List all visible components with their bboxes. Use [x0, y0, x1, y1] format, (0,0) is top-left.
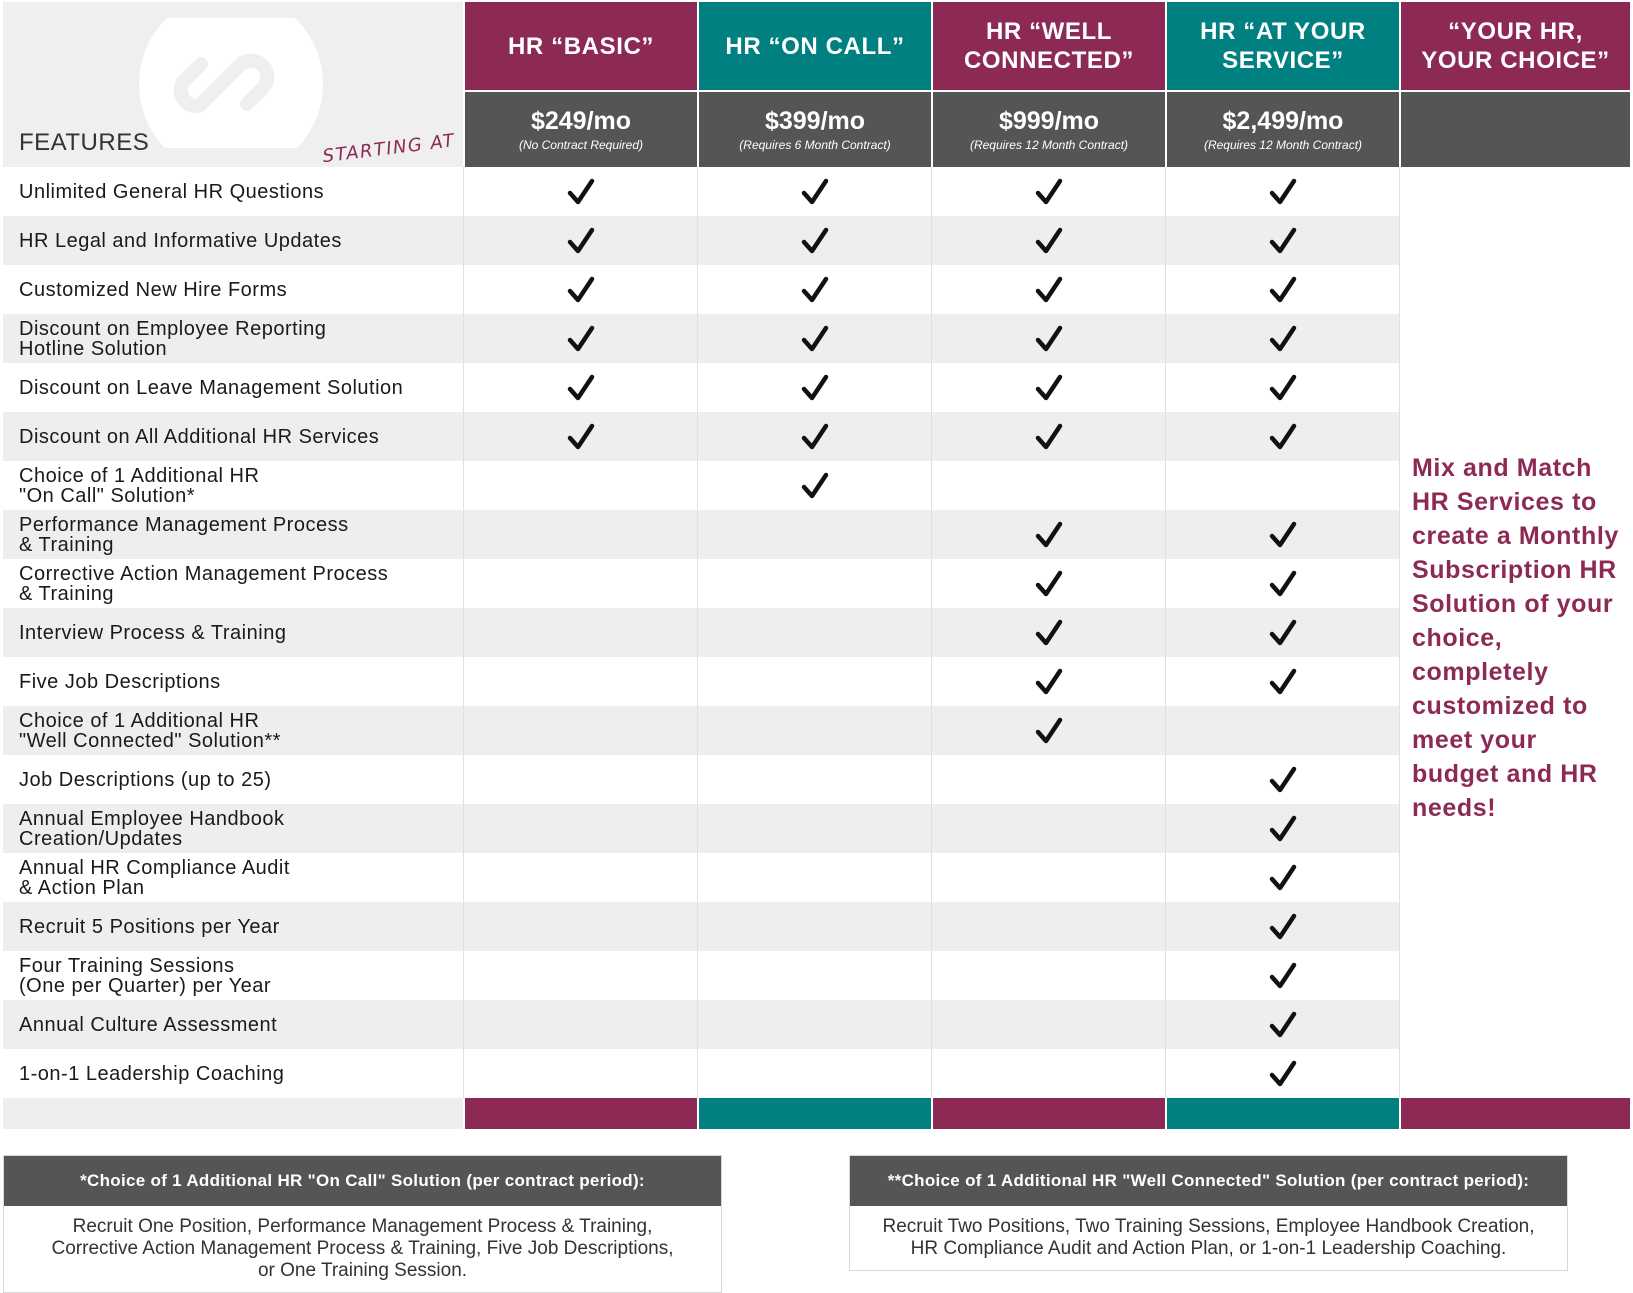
checkmark-icon	[1035, 521, 1063, 549]
plan-price: $249/mo	[530, 107, 632, 135]
checkmark-icon	[1269, 619, 1297, 647]
feature-check-cell	[931, 706, 1165, 755]
footer-bar	[931, 1098, 1165, 1129]
feature-check-cell	[1165, 167, 1399, 216]
feature-check-cell	[697, 265, 931, 314]
checkmark-icon	[567, 325, 595, 353]
feature-check-cell	[697, 461, 931, 510]
feature-label: Annual Employee Handbook Creation/Updates	[3, 804, 463, 853]
feature-check-cell	[1165, 902, 1399, 951]
feature-check-cell	[1165, 1000, 1399, 1049]
feature-check-cell	[463, 412, 697, 461]
feature-check-cell	[931, 951, 1165, 1000]
feature-check-cell	[1165, 706, 1399, 755]
feature-label: Unlimited General HR Questions	[3, 167, 463, 216]
features-header-cell	[3, 2, 463, 167]
feature-check-cell	[931, 363, 1165, 412]
footnote-title: *Choice of 1 Additional HR "On Call" Solution (per contract period):	[4, 1156, 721, 1206]
feature-check-cell	[463, 510, 697, 559]
checkmark-icon	[801, 423, 829, 451]
feature-check-cell	[697, 314, 931, 363]
checkmark-icon	[1269, 276, 1297, 304]
feature-check-cell	[931, 461, 1165, 510]
feature-check-cell	[697, 951, 931, 1000]
feature-label: Job Descriptions (up to 25)	[3, 755, 463, 804]
feature-check-cell	[463, 265, 697, 314]
your-choice-cell	[1399, 167, 1630, 1098]
feature-check-cell	[931, 314, 1165, 363]
checkmark-icon	[1035, 717, 1063, 745]
plan-price: $399/mo	[764, 107, 866, 135]
feature-check-cell	[1165, 216, 1399, 265]
checkmark-icon	[1269, 815, 1297, 843]
checkmark-icon	[801, 472, 829, 500]
checkmark-icon	[1269, 864, 1297, 892]
feature-check-cell	[463, 559, 697, 608]
your-choice-description: Mix and Match HR Services to create a Monthly Subscription HR Solution of your choice, completely customized to meet your budget and HR needs!	[1412, 453, 1619, 822]
checkmark-icon	[1035, 619, 1063, 647]
feature-check-cell	[697, 510, 931, 559]
well-connected-footnote	[849, 1155, 1568, 1271]
feature-check-cell	[931, 1049, 1165, 1098]
plan-price: $2,499/mo	[1222, 107, 1344, 135]
footer-bar	[463, 1098, 697, 1129]
checkmark-icon	[567, 374, 595, 402]
feature-check-cell	[931, 412, 1165, 461]
feature-check-cell	[463, 853, 697, 902]
plan-price-cell	[1165, 90, 1399, 167]
checkmark-icon	[1035, 570, 1063, 598]
checkmark-icon	[1035, 668, 1063, 696]
starting-at-label: STARTING AT	[321, 130, 457, 167]
feature-label: Choice of 1 Additional HR "Well Connected" Solution**	[3, 706, 463, 755]
on-call-footnote	[3, 1155, 722, 1293]
checkmark-icon	[567, 423, 595, 451]
checkmark-icon	[1035, 423, 1063, 451]
feature-check-cell	[1165, 412, 1399, 461]
checkmark-icon	[801, 227, 829, 255]
checkmark-icon	[1269, 668, 1297, 696]
feature-check-cell	[697, 902, 931, 951]
feature-check-cell	[931, 1000, 1165, 1049]
feature-check-cell	[463, 216, 697, 265]
feature-check-cell	[1165, 657, 1399, 706]
plan-price-cell	[931, 90, 1165, 167]
pricing-table	[3, 2, 1630, 1126]
feature-check-cell	[697, 1049, 931, 1098]
checkmark-icon	[801, 325, 829, 353]
feature-check-cell	[463, 314, 697, 363]
feature-label: Annual HR Compliance Audit & Action Plan	[3, 853, 463, 902]
feature-check-cell	[1165, 461, 1399, 510]
plan-price-cell	[1399, 90, 1630, 167]
feature-check-cell	[1165, 755, 1399, 804]
plan-name-header: HR “WELL CONNECTED”	[931, 2, 1165, 90]
feature-check-cell	[463, 461, 697, 510]
checkmark-icon	[1269, 227, 1297, 255]
checkmark-icon	[1269, 325, 1297, 353]
plan-contract-note: (Requires 12 Month Contract)	[969, 138, 1129, 152]
feature-check-cell	[931, 755, 1165, 804]
plan-contract-note: (No Contract Required)	[518, 138, 644, 152]
feature-label: Performance Management Process & Training	[3, 510, 463, 559]
feature-label: Recruit 5 Positions per Year	[3, 902, 463, 951]
feature-label: Interview Process & Training	[3, 608, 463, 657]
feature-check-cell	[697, 608, 931, 657]
checkmark-icon	[567, 178, 595, 206]
checkmark-icon	[1269, 962, 1297, 990]
feature-check-cell	[697, 216, 931, 265]
feature-check-cell	[931, 657, 1165, 706]
checkmark-icon	[1269, 913, 1297, 941]
feature-label: Four Training Sessions (One per Quarter) per Year	[3, 951, 463, 1000]
footer-bar	[1165, 1098, 1399, 1129]
feature-check-cell	[463, 1000, 697, 1049]
plan-price-cell	[697, 90, 931, 167]
feature-label: Discount on Employee Reporting Hotline Solution	[3, 314, 463, 363]
footnote-body: Recruit One Position, Performance Management Process & Training, Corrective Action Management Process & Training, Five Job Descriptions, or One Training Session.	[51, 1216, 674, 1281]
feature-check-cell	[463, 706, 697, 755]
feature-check-cell	[931, 216, 1165, 265]
feature-check-cell	[1165, 265, 1399, 314]
feature-label: Annual Culture Assessment	[3, 1000, 463, 1049]
plan-price-cell	[463, 90, 697, 167]
checkmark-icon	[1035, 227, 1063, 255]
footnote-title: **Choice of 1 Additional HR "Well Connected" Solution (per contract period):	[850, 1156, 1567, 1206]
plan-contract-note: (Requires 6 Month Contract)	[739, 138, 891, 152]
feature-label: Customized New Hire Forms	[3, 265, 463, 314]
plan-name-header: HR “ON CALL”	[697, 2, 931, 90]
feature-check-cell	[463, 951, 697, 1000]
feature-check-cell	[1165, 510, 1399, 559]
feature-label: HR Legal and Informative Updates	[3, 216, 463, 265]
plan-name-header: HR “AT YOUR SERVICE”	[1165, 2, 1399, 90]
feature-check-cell	[931, 853, 1165, 902]
feature-check-cell	[1165, 804, 1399, 853]
checkmark-icon	[567, 276, 595, 304]
feature-check-cell	[1165, 1049, 1399, 1098]
checkmark-icon	[1269, 178, 1297, 206]
checkmark-icon	[801, 276, 829, 304]
footer-bar	[3, 1098, 463, 1129]
checkmark-icon	[1035, 276, 1063, 304]
footer-bar	[697, 1098, 931, 1129]
plan-name-header: “YOUR HR, YOUR CHOICE”	[1399, 2, 1630, 90]
checkmark-icon	[1269, 1060, 1297, 1088]
checkmark-icon	[1035, 178, 1063, 206]
checkmark-icon	[1035, 374, 1063, 402]
checkmark-icon	[1269, 1011, 1297, 1039]
feature-check-cell	[931, 510, 1165, 559]
feature-check-cell	[931, 265, 1165, 314]
checkmark-icon	[1269, 374, 1297, 402]
checkmark-icon	[567, 227, 595, 255]
feature-label: Five Job Descriptions	[3, 657, 463, 706]
checkmark-icon	[801, 178, 829, 206]
feature-check-cell	[463, 167, 697, 216]
feature-check-cell	[697, 363, 931, 412]
checkmark-icon	[801, 374, 829, 402]
feature-check-cell	[463, 902, 697, 951]
feature-check-cell	[697, 755, 931, 804]
feature-check-cell	[463, 755, 697, 804]
plan-name-header: HR “BASIC”	[463, 2, 697, 90]
feature-check-cell	[1165, 608, 1399, 657]
footnote-body: Recruit Two Positions, Two Training Sessions, Employee Handbook Creation, HR Compliance Audit and Action Plan, or 1-on-1 Leadership Coaching.	[882, 1216, 1535, 1259]
checkmark-icon	[1269, 521, 1297, 549]
feature-check-cell	[697, 853, 931, 902]
feature-check-cell	[463, 363, 697, 412]
brand-logo-icon	[139, 18, 325, 148]
feature-label: Corrective Action Management Process & Training	[3, 559, 463, 608]
feature-check-cell	[697, 1000, 931, 1049]
feature-check-cell	[931, 608, 1165, 657]
feature-check-cell	[1165, 559, 1399, 608]
plan-contract-note: (Requires 12 Month Contract)	[1203, 138, 1363, 152]
feature-check-cell	[1165, 853, 1399, 902]
feature-check-cell	[463, 657, 697, 706]
feature-check-cell	[463, 608, 697, 657]
feature-check-cell	[1165, 951, 1399, 1000]
feature-check-cell	[463, 1049, 697, 1098]
feature-check-cell	[931, 167, 1165, 216]
feature-check-cell	[697, 804, 931, 853]
feature-check-cell	[1165, 314, 1399, 363]
feature-label: Choice of 1 Additional HR "On Call" Solution*	[3, 461, 463, 510]
feature-check-cell	[931, 902, 1165, 951]
checkmark-icon	[1269, 423, 1297, 451]
feature-check-cell	[697, 167, 931, 216]
footer-bar	[1399, 1098, 1630, 1129]
checkmark-icon	[1269, 570, 1297, 598]
feature-label: Discount on Leave Management Solution	[3, 363, 463, 412]
feature-check-cell	[697, 412, 931, 461]
feature-label: Discount on All Additional HR Services	[3, 412, 463, 461]
checkmark-icon	[1035, 325, 1063, 353]
feature-check-cell	[697, 706, 931, 755]
plan-price: $999/mo	[998, 107, 1100, 135]
feature-check-cell	[1165, 363, 1399, 412]
features-label: FEATURES	[19, 129, 150, 156]
feature-check-cell	[931, 559, 1165, 608]
feature-check-cell	[697, 657, 931, 706]
checkmark-icon	[1269, 766, 1297, 794]
feature-check-cell	[463, 804, 697, 853]
feature-check-cell	[697, 559, 931, 608]
feature-label: 1-on-1 Leadership Coaching	[3, 1049, 463, 1098]
feature-check-cell	[931, 804, 1165, 853]
